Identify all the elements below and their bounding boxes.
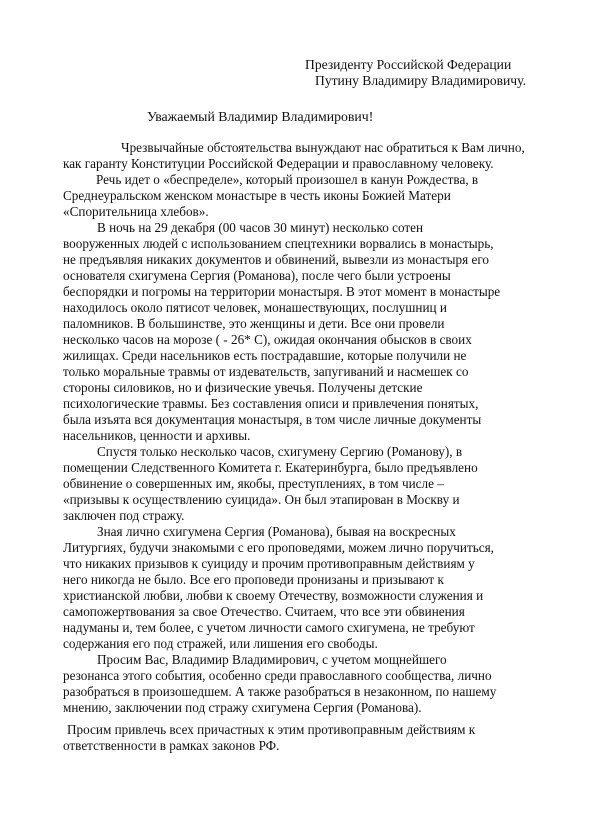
- body-line: содержания его под стражей, или лишения его свободы.: [63, 636, 378, 651]
- body-line: обвинение о совершенных им, якобы, преступлениях, в том числе –: [63, 476, 444, 491]
- body-line: насельников, ценности и архивы.: [63, 428, 251, 443]
- addressee-line-2: Путину Владимиру Владимировичу.: [315, 73, 526, 88]
- body-line: как гаранту Конституции Российской Федерации и православному человеку.: [63, 156, 494, 171]
- body-line: В ночь на 29 декабря (00 часов 30 минут) несколько сотен: [97, 220, 424, 235]
- body-line: была изъята вся документация монастыря, в том числе личные документы: [63, 412, 482, 427]
- body-line: беспорядки и погромы на территории монастыря. В этот момент в монастыре: [63, 284, 501, 299]
- greeting: Уважаемый Владимир Владимирович!: [147, 109, 374, 124]
- body-line: Литургиях, будучи знакомыми с его проповедями, можем лично поручиться,: [63, 540, 494, 555]
- body-line: только моральные травмы от издевательств, запугиваний и насмешек со: [63, 364, 469, 379]
- body-line: жилищах. Среди насельников есть пострадавшие, которые получили не: [63, 348, 467, 363]
- body-line: разобраться в произошедшем. А также разобраться в незаконном, по нашему: [63, 684, 497, 699]
- body-line: вооруженных людей с использованием спецтехники ворвались в монастырь,: [63, 236, 494, 251]
- body-line: Просим привлечь всех причастных к этим противоправным действиям к: [67, 722, 476, 737]
- body-line: мнению, заключении под стражу схигумена Сергия (Романова).: [63, 700, 422, 715]
- body-line: заключен под стражу.: [63, 508, 185, 523]
- body-line: находилось около пятисот человек, монашествующих, послушниц и: [63, 300, 447, 315]
- body-line: Зная лично схигумена Сергия (Романова), бывая на воскресных: [97, 524, 456, 539]
- body-line: несколько часов на морозе ( - 26* С), ожидая окончания обысков в своих: [63, 332, 472, 347]
- body-line: не предъявляя никаких документов и обвинений, вывезли из монастыря его: [63, 252, 490, 267]
- body-line: надуманы и, тем более, с учетом личности самого схигумена, не требуют: [63, 620, 475, 635]
- body-line: христианской любви, любви к своему Отечеству, возможности служения и: [63, 588, 484, 603]
- body-line: Речь идет о «беспределе», который произошел в канун Рождества, в: [96, 172, 479, 187]
- addressee-line-1: Президенту Российской Федерации: [305, 57, 512, 72]
- body-line: помещении Следственного Комитета г. Екатеринбурга, было предъявлено: [63, 460, 478, 475]
- body-line: Среднеуральском женском монастыре в честь иконы Божией Матери: [63, 188, 451, 203]
- body-line: паломников. В большинстве, это женщины и дети. Все они провели: [63, 316, 445, 331]
- body-line: что никаких призывов к суициду и прочим противоправным действиям у: [63, 556, 475, 571]
- body-line: «Спорительница хлебов».: [63, 204, 209, 219]
- body-line: Спустя только несколько часов, схигумену Сергию (Романову), в: [97, 444, 463, 459]
- body-line: Чрезвычайные обстоятельства вынуждают нас обратиться к Вам лично,: [121, 140, 525, 155]
- body-line: «призывы к осуществлению суицида». Он был этапирован в Москву и: [63, 492, 460, 507]
- body-line: Просим Вас, Владимир Владимирович, с учетом мощнейшего: [97, 652, 447, 667]
- body-line: ответственности в рамках законов РФ.: [63, 738, 280, 753]
- body-line: стороны силовиков, но и физические увечья. Получены детские: [63, 380, 423, 395]
- body-line: самопожертвования за свое Отечество. Считаем, что все эти обвинения: [63, 604, 465, 619]
- body-line: него никогда не было. Все его проповеди пронизаны и призывают к: [63, 572, 444, 587]
- body-line: психологические травмы. Без составления описи и привлечения понятых,: [63, 396, 479, 411]
- body-line: резонанса этого события, особенно среди православного сообщества, лично: [63, 668, 492, 683]
- body-line: основателя схигумена Сергия (Романова), после чего были устроены: [63, 268, 451, 283]
